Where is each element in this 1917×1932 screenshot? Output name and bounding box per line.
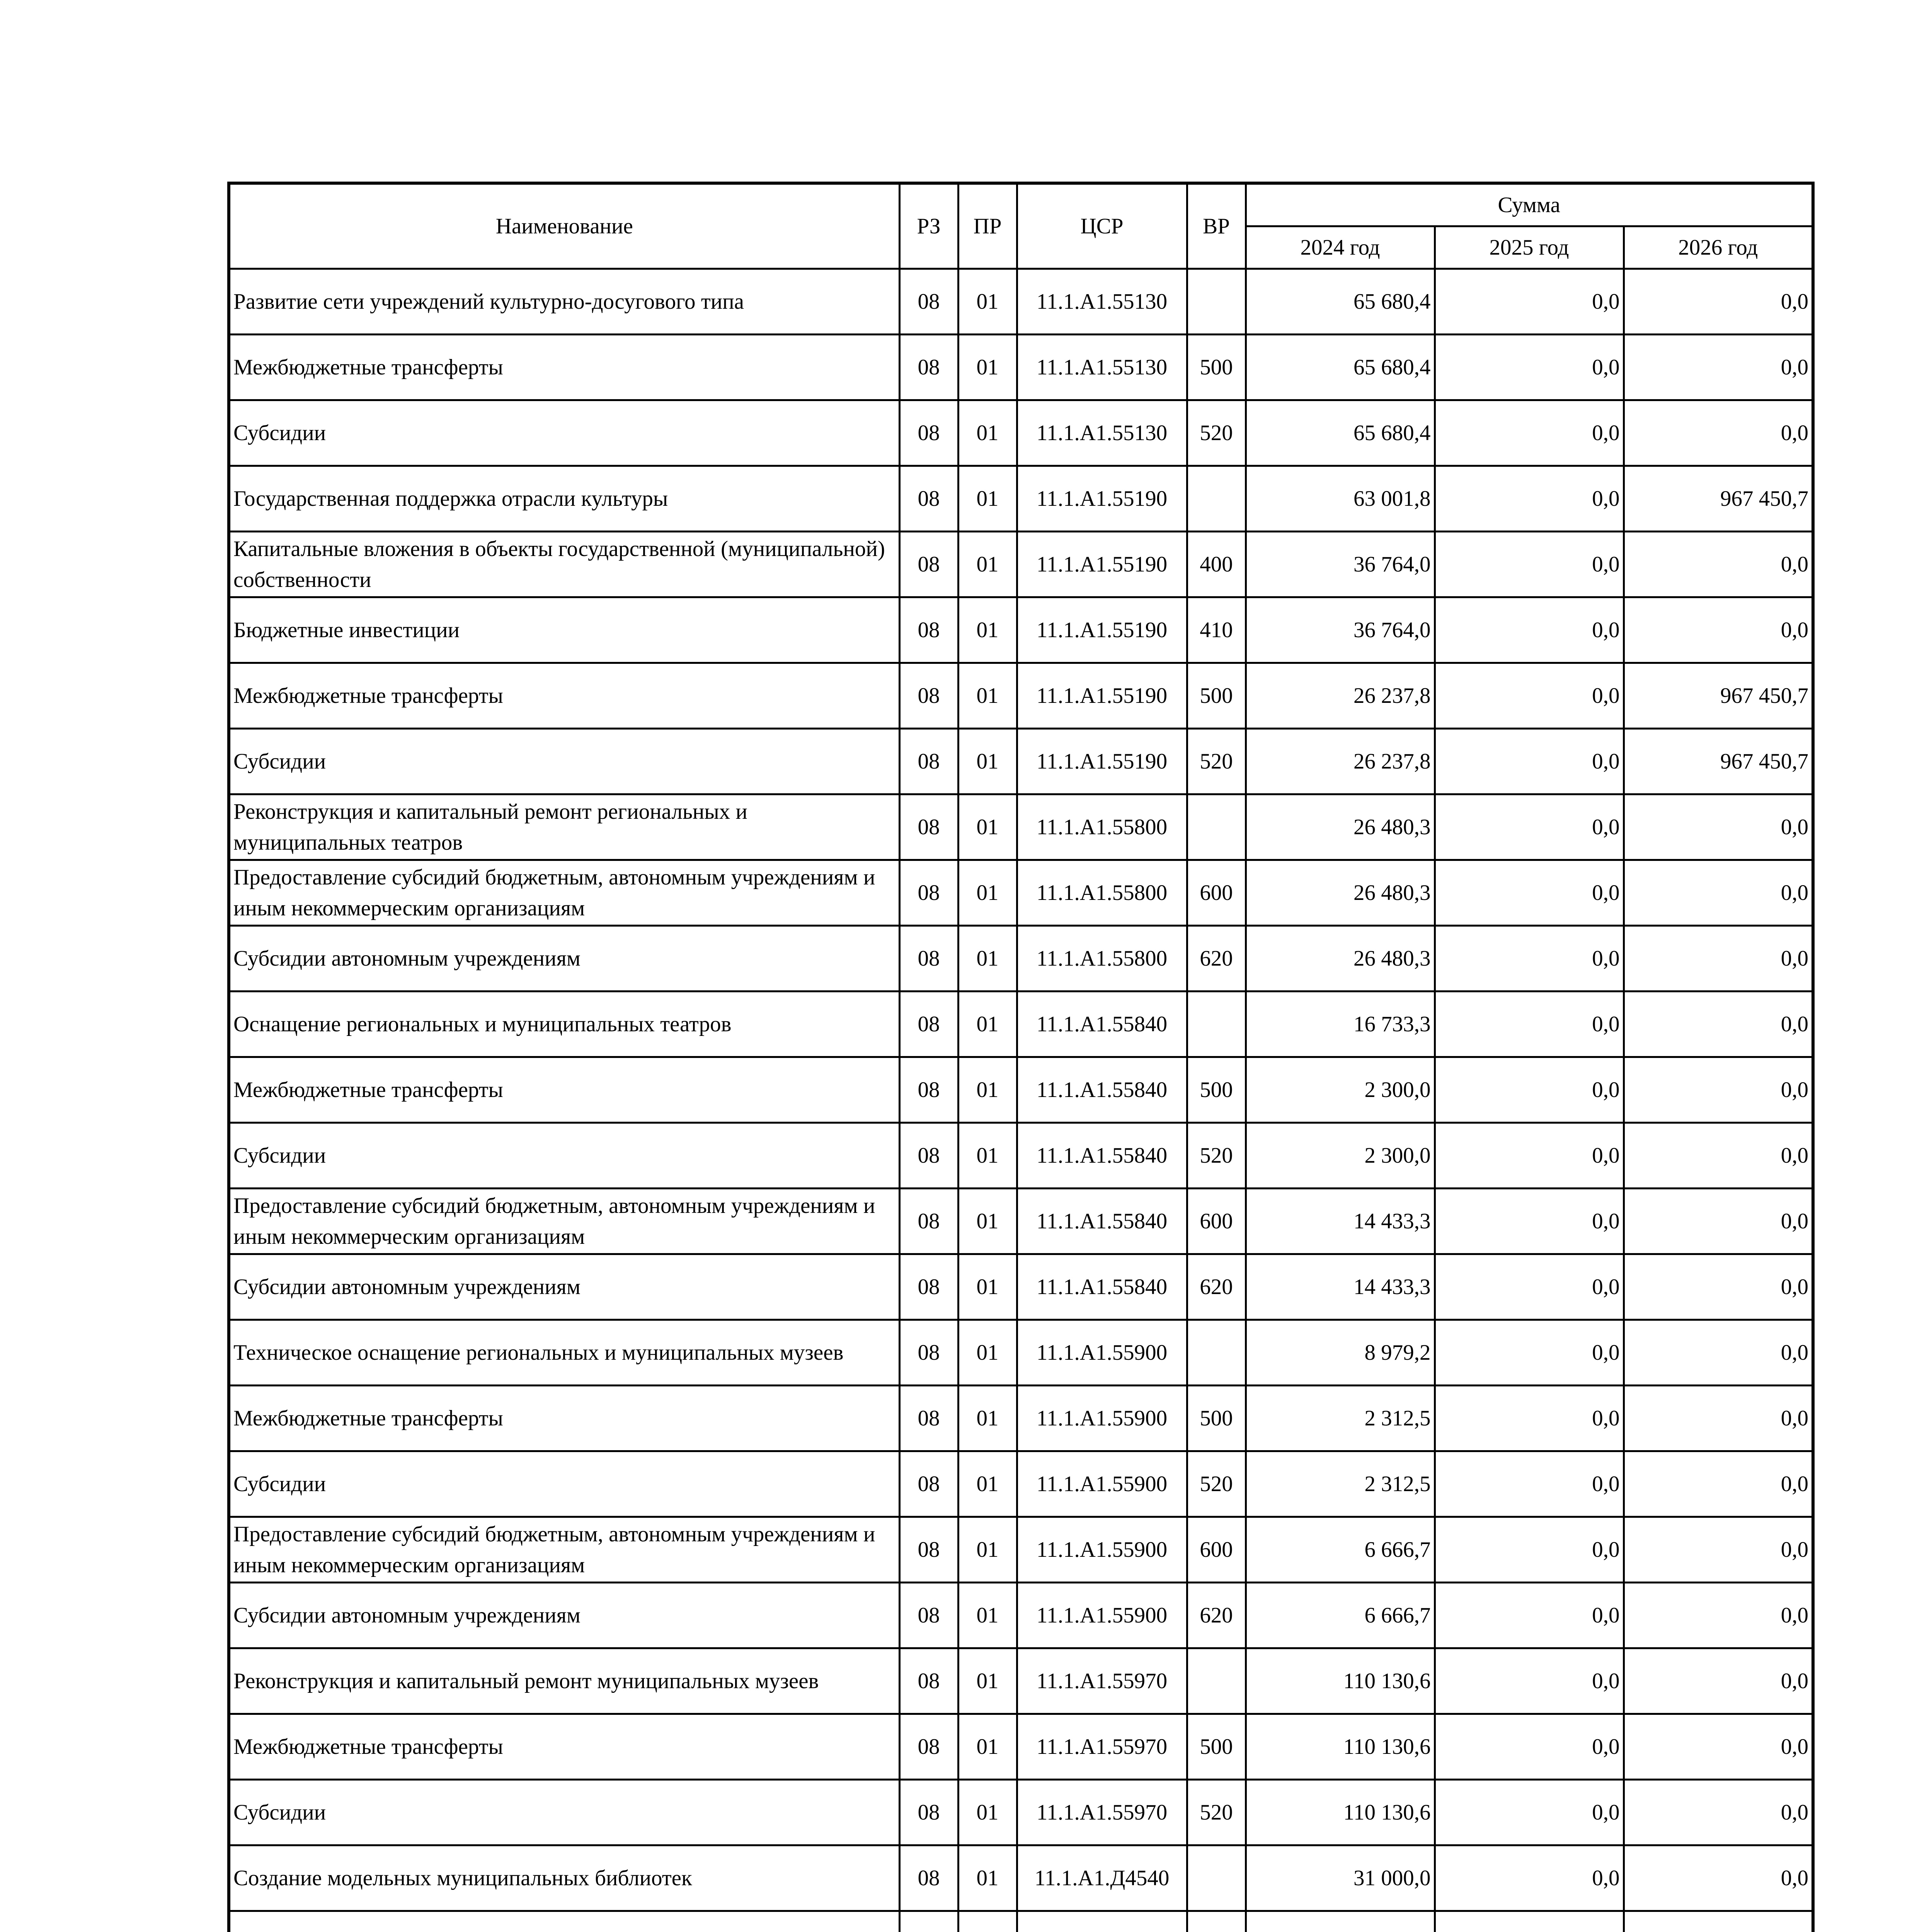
cell-vr: 500 (1187, 1386, 1246, 1451)
cell-2025: 0,0 (1435, 1254, 1624, 1320)
table-row (229, 1451, 1813, 1517)
cell-2026: 0,0 (1624, 1845, 1813, 1911)
cell-pr: 01 (958, 1648, 1017, 1714)
cell-csr: 11.1.А1.55970 (1017, 1648, 1187, 1714)
cell-rz: 08 (899, 794, 958, 860)
cell-2024: 65 680,4 (1246, 269, 1435, 335)
cell-2025: 0,0 (1435, 335, 1624, 400)
cell-2025: 0,0 (1435, 1451, 1624, 1517)
cell-2026: 967 450,7 (1624, 663, 1813, 729)
cell-csr: 11.1.А1.55840 (1017, 1123, 1187, 1189)
cell-rz: 08 (899, 1123, 958, 1189)
table-row (229, 926, 1813, 992)
cell-2026: 0,0 (1624, 860, 1813, 926)
cell-2025: 0,0 (1435, 1386, 1624, 1451)
cell-csr: 11.1.А1.55190 (1017, 663, 1187, 729)
cell-name: Субсидии (229, 1123, 899, 1189)
cell-csr: 11.1.А1.55840 (1017, 1189, 1187, 1254)
cell-2026: 0,0 (1624, 926, 1813, 992)
cell-pr: 01 (958, 1714, 1017, 1780)
cell-2026: 0,0 (1624, 532, 1813, 597)
cell-csr: 11.1.А1.55840 (1017, 1254, 1187, 1320)
cell-pr: 01 (958, 729, 1017, 794)
cell-name: Межбюджетные трансферты (229, 1057, 899, 1123)
table-row (229, 1123, 1813, 1189)
cell-rz: 08 (899, 269, 958, 335)
cell-csr: 11.1.А1.55190 (1017, 597, 1187, 663)
cell-rz: 08 (899, 926, 958, 992)
cell-vr (1187, 1648, 1246, 1714)
cell-pr: 01 (958, 532, 1017, 597)
cell-2026: 0,0 (1624, 992, 1813, 1057)
cell-rz: 08 (899, 532, 958, 597)
table-row (229, 1648, 1813, 1714)
cell-csr: 11.1.А1.55130 (1017, 335, 1187, 400)
cell-2025: 0,0 (1435, 1320, 1624, 1386)
cell-2025: 0,0 (1435, 1189, 1624, 1254)
cell-csr: 11.1.А1.55900 (1017, 1451, 1187, 1517)
cell-2026: 0,0 (1624, 1517, 1813, 1583)
table-body (229, 269, 1813, 1932)
cell-vr (1187, 466, 1246, 532)
table-row (229, 1386, 1813, 1451)
cell-2024: 36 764,0 (1246, 597, 1435, 663)
table-row (229, 269, 1813, 335)
cell-name: Субсидии (229, 400, 899, 466)
cell-2026: 0,0 (1624, 335, 1813, 400)
table-row (229, 1320, 1813, 1386)
cell-csr: 11.1.А1.Д4540 (1017, 1845, 1187, 1911)
header-rz: РЗ (899, 183, 958, 269)
cell-2026: 0,0 (1624, 1583, 1813, 1648)
cell-rz: 08 (899, 1714, 958, 1780)
cell-vr: 520 (1187, 1780, 1246, 1845)
cell-vr: 410 (1187, 597, 1246, 663)
cell-rz: 08 (899, 335, 958, 400)
cell-name: Предоставление субсидий бюджетным, автономным учреждениям и иным некоммерческим организациям (229, 1189, 899, 1254)
cell-2024: 6 666,7 (1246, 1583, 1435, 1648)
cell-name: Создание модельных муниципальных библиотек (229, 1845, 899, 1911)
cell-2026: 967 450,7 (1624, 466, 1813, 532)
cell-vr: 520 (1187, 1451, 1246, 1517)
table-row (229, 1845, 1813, 1911)
cell-rz: 08 (899, 1254, 958, 1320)
cell-pr: 01 (958, 794, 1017, 860)
cell-rz: 08 (899, 1583, 958, 1648)
cell-pr: 01 (958, 1517, 1017, 1583)
cell-2024: 6 666,7 (1246, 1517, 1435, 1583)
cell-vr (1187, 1845, 1246, 1911)
cell-vr: 500 (1187, 663, 1246, 729)
cell-rz: 08 (899, 1780, 958, 1845)
cell-2026: 0,0 (1624, 1714, 1813, 1780)
cell-csr: 11.1.А1.55130 (1017, 400, 1187, 466)
header-year-2024: 2024 год (1246, 226, 1435, 269)
cell-2024: 26 237,8 (1246, 663, 1435, 729)
cell-csr: 11.1.А1.55800 (1017, 794, 1187, 860)
cell-vr: 400 (1187, 532, 1246, 597)
table-row (229, 1517, 1813, 1583)
cell-pr: 01 (958, 1386, 1017, 1451)
cell-2026: 0,0 (1624, 1451, 1813, 1517)
cell-vr (1187, 1911, 1246, 1932)
cell-pr: 01 (958, 597, 1017, 663)
cell-2026: 0,0 (1624, 794, 1813, 860)
cell-pr: 01 (958, 992, 1017, 1057)
cell-2024: 65 680,4 (1246, 335, 1435, 400)
cell-2025: 0,0 (1435, 1714, 1624, 1780)
header-pr: ПР (958, 183, 1017, 269)
cell-name: Государственная поддержка отрасли культуры (229, 466, 899, 532)
cell-2024: 2 300,0 (1246, 1123, 1435, 1189)
table-row (229, 532, 1813, 597)
cell-2026: 0,0 (1624, 1386, 1813, 1451)
table-header (229, 183, 1813, 269)
cell-rz: 08 (899, 1386, 958, 1451)
cell-pr: 01 (958, 1189, 1017, 1254)
cell-2025: 0,0 (1435, 1845, 1624, 1911)
cell-2026: 0,0 (1624, 1648, 1813, 1714)
header-year-2025: 2025 год (1435, 226, 1624, 269)
cell-pr: 01 (958, 926, 1017, 992)
cell-pr: 01 (958, 1780, 1017, 1845)
cell-rz: 08 (899, 400, 958, 466)
cell-name: Межбюджетные трансферты (229, 335, 899, 400)
table-row (229, 663, 1813, 729)
cell-2024: 110 130,6 (1246, 1780, 1435, 1845)
cell-pr: 01 (958, 1123, 1017, 1189)
table-row (229, 335, 1813, 400)
cell-2026: 0,0 (1624, 1254, 1813, 1320)
cell-2024: 2 312,5 (1246, 1386, 1435, 1451)
table-row (229, 400, 1813, 466)
header-name: Наименование (229, 183, 899, 269)
cell-csr: 11.1.А1.55800 (1017, 926, 1187, 992)
table-row (229, 1911, 1813, 1932)
cell-2025: 0,0 (1435, 860, 1624, 926)
cell-name: Межбюджетные трансферты (229, 1386, 899, 1451)
cell-vr (1187, 992, 1246, 1057)
cell-rz: 08 (899, 1517, 958, 1583)
cell-csr: 11.1.А1.55190 (1017, 729, 1187, 794)
cell-name: Субсидии автономным учреждениям (229, 1583, 899, 1648)
cell-pr (958, 1911, 1017, 1932)
table-row (229, 992, 1813, 1057)
cell-2026: 967 450,7 (1624, 729, 1813, 794)
cell-name: Предоставление субсидий бюджетным, автономным учреждениям и иным некоммерческим организациям (229, 860, 899, 926)
cell-2025: 0,0 (1435, 729, 1624, 794)
cell-2026 (1624, 1911, 1813, 1932)
cell-2024: 2 300,0 (1246, 1057, 1435, 1123)
cell-2025: 0,0 (1435, 400, 1624, 466)
cell-name: Субсидии (229, 1451, 899, 1517)
cell-vr: 620 (1187, 1254, 1246, 1320)
cell-2025: 0,0 (1435, 1583, 1624, 1648)
header-vr: ВР (1187, 183, 1246, 269)
table-row (229, 1780, 1813, 1845)
cell-rz: 08 (899, 1648, 958, 1714)
cell-pr: 01 (958, 1254, 1017, 1320)
cell-name: Капитальные вложения в объекты государственной (муниципальной) собственности (229, 532, 899, 597)
cell-vr (1187, 1320, 1246, 1386)
cell-2025: 0,0 (1435, 597, 1624, 663)
cell-rz (899, 1911, 958, 1932)
cell-name: Субсидии (229, 1780, 899, 1845)
cell-csr (1017, 1911, 1187, 1932)
cell-rz: 08 (899, 860, 958, 926)
cell-name: Развитие сети учреждений культурно-досугового типа (229, 269, 899, 335)
cell-name: Межбюджетные трансферты (229, 1714, 899, 1780)
cell-2024: 26 480,3 (1246, 794, 1435, 860)
cell-2026: 0,0 (1624, 1189, 1813, 1254)
cell-2024 (1246, 1911, 1435, 1932)
cell-2026: 0,0 (1624, 269, 1813, 335)
cell-csr: 11.1.А1.55190 (1017, 532, 1187, 597)
cell-2026: 0,0 (1624, 1780, 1813, 1845)
cell-rz: 08 (899, 597, 958, 663)
cell-2025: 0,0 (1435, 269, 1624, 335)
cell-rz: 08 (899, 1320, 958, 1386)
cell-2026: 0,0 (1624, 1320, 1813, 1386)
cell-csr: 11.1.А1.55970 (1017, 1780, 1187, 1845)
cell-2024: 2 312,5 (1246, 1451, 1435, 1517)
cell-2025: 0,0 (1435, 663, 1624, 729)
cell-2026: 0,0 (1624, 1057, 1813, 1123)
cell-pr: 01 (958, 269, 1017, 335)
cell-pr: 01 (958, 335, 1017, 400)
cell-2026: 0,0 (1624, 1123, 1813, 1189)
cell-2025: 0,0 (1435, 1517, 1624, 1583)
cell-vr: 600 (1187, 1189, 1246, 1254)
cell-pr: 01 (958, 1057, 1017, 1123)
cell-2025: 0,0 (1435, 992, 1624, 1057)
table-row (229, 860, 1813, 926)
table-row (229, 1714, 1813, 1780)
header-sum: Сумма (1246, 183, 1813, 226)
cell-2024: 31 000,0 (1246, 1845, 1435, 1911)
header-year-2026: 2026 год (1624, 226, 1813, 269)
cell-rz: 08 (899, 729, 958, 794)
cell-vr: 600 (1187, 1517, 1246, 1583)
cell-pr: 01 (958, 860, 1017, 926)
cell-2024: 63 001,8 (1246, 466, 1435, 532)
cell-2024: 14 433,3 (1246, 1254, 1435, 1320)
cell-2025 (1435, 1911, 1624, 1932)
table-row (229, 729, 1813, 794)
cell-2025: 0,0 (1435, 466, 1624, 532)
cell-vr: 500 (1187, 1057, 1246, 1123)
cell-rz: 08 (899, 1057, 958, 1123)
header-csr: ЦСР (1017, 183, 1187, 269)
cell-2024: 26 480,3 (1246, 926, 1435, 992)
cell-2025: 0,0 (1435, 1057, 1624, 1123)
cell-2025: 0,0 (1435, 1780, 1624, 1845)
cell-name (229, 1911, 899, 1932)
cell-csr: 11.1.А1.55190 (1017, 466, 1187, 532)
cell-csr: 11.1.А1.55130 (1017, 269, 1187, 335)
cell-name: Субсидии автономным учреждениям (229, 1254, 899, 1320)
cell-pr: 01 (958, 400, 1017, 466)
cell-pr: 01 (958, 1320, 1017, 1386)
cell-csr: 11.1.А1.55840 (1017, 1057, 1187, 1123)
cell-pr: 01 (958, 1845, 1017, 1911)
cell-vr: 600 (1187, 860, 1246, 926)
cell-name: Предоставление субсидий бюджетным, автономным учреждениям и иным некоммерческим организациям (229, 1517, 899, 1583)
cell-2025: 0,0 (1435, 532, 1624, 597)
cell-2024: 26 480,3 (1246, 860, 1435, 926)
cell-name: Техническое оснащение региональных и муниципальных музеев (229, 1320, 899, 1386)
cell-vr: 500 (1187, 335, 1246, 400)
cell-2026: 0,0 (1624, 597, 1813, 663)
cell-vr (1187, 269, 1246, 335)
cell-pr: 01 (958, 1583, 1017, 1648)
cell-2024: 8 979,2 (1246, 1320, 1435, 1386)
cell-name: Реконструкция и капитальный ремонт муниципальных музеев (229, 1648, 899, 1714)
cell-vr: 520 (1187, 400, 1246, 466)
cell-vr: 520 (1187, 729, 1246, 794)
cell-vr: 620 (1187, 1583, 1246, 1648)
cell-name: Реконструкция и капитальный ремонт региональных и муниципальных театров (229, 794, 899, 860)
cell-csr: 11.1.А1.55800 (1017, 860, 1187, 926)
cell-2024: 110 130,6 (1246, 1648, 1435, 1714)
cell-vr: 620 (1187, 926, 1246, 992)
cell-rz: 08 (899, 1451, 958, 1517)
cell-csr: 11.1.А1.55900 (1017, 1386, 1187, 1451)
table-row (229, 597, 1813, 663)
cell-2025: 0,0 (1435, 794, 1624, 860)
cell-vr: 500 (1187, 1714, 1246, 1780)
cell-rz: 08 (899, 1845, 958, 1911)
cell-name: Оснащение региональных и муниципальных театров (229, 992, 899, 1057)
table-row (229, 794, 1813, 860)
cell-pr: 01 (958, 1451, 1017, 1517)
table-row (229, 466, 1813, 532)
cell-rz: 08 (899, 466, 958, 532)
cell-2025: 0,0 (1435, 1648, 1624, 1714)
cell-2024: 14 433,3 (1246, 1189, 1435, 1254)
cell-2026: 0,0 (1624, 400, 1813, 466)
cell-2025: 0,0 (1435, 1123, 1624, 1189)
cell-pr: 01 (958, 466, 1017, 532)
cell-name: Межбюджетные трансферты (229, 663, 899, 729)
cell-pr: 01 (958, 663, 1017, 729)
cell-rz: 08 (899, 992, 958, 1057)
budget-table (227, 182, 1815, 1932)
cell-2024: 26 237,8 (1246, 729, 1435, 794)
cell-csr: 11.1.А1.55900 (1017, 1517, 1187, 1583)
cell-rz: 08 (899, 663, 958, 729)
cell-2024: 65 680,4 (1246, 400, 1435, 466)
table-row (229, 1254, 1813, 1320)
cell-rz: 08 (899, 1189, 958, 1254)
cell-2025: 0,0 (1435, 926, 1624, 992)
cell-2024: 110 130,6 (1246, 1714, 1435, 1780)
cell-csr: 11.1.А1.55840 (1017, 992, 1187, 1057)
table-row (229, 1057, 1813, 1123)
cell-name: Субсидии (229, 729, 899, 794)
cell-2024: 36 764,0 (1246, 532, 1435, 597)
cell-name: Субсидии автономным учреждениям (229, 926, 899, 992)
cell-csr: 11.1.А1.55900 (1017, 1583, 1187, 1648)
cell-csr: 11.1.А1.55970 (1017, 1714, 1187, 1780)
table-row (229, 1189, 1813, 1254)
cell-csr: 11.1.А1.55900 (1017, 1320, 1187, 1386)
cell-name: Бюджетные инвестиции (229, 597, 899, 663)
cell-2024: 16 733,3 (1246, 992, 1435, 1057)
cell-vr: 520 (1187, 1123, 1246, 1189)
table-row (229, 1583, 1813, 1648)
cell-vr (1187, 794, 1246, 860)
